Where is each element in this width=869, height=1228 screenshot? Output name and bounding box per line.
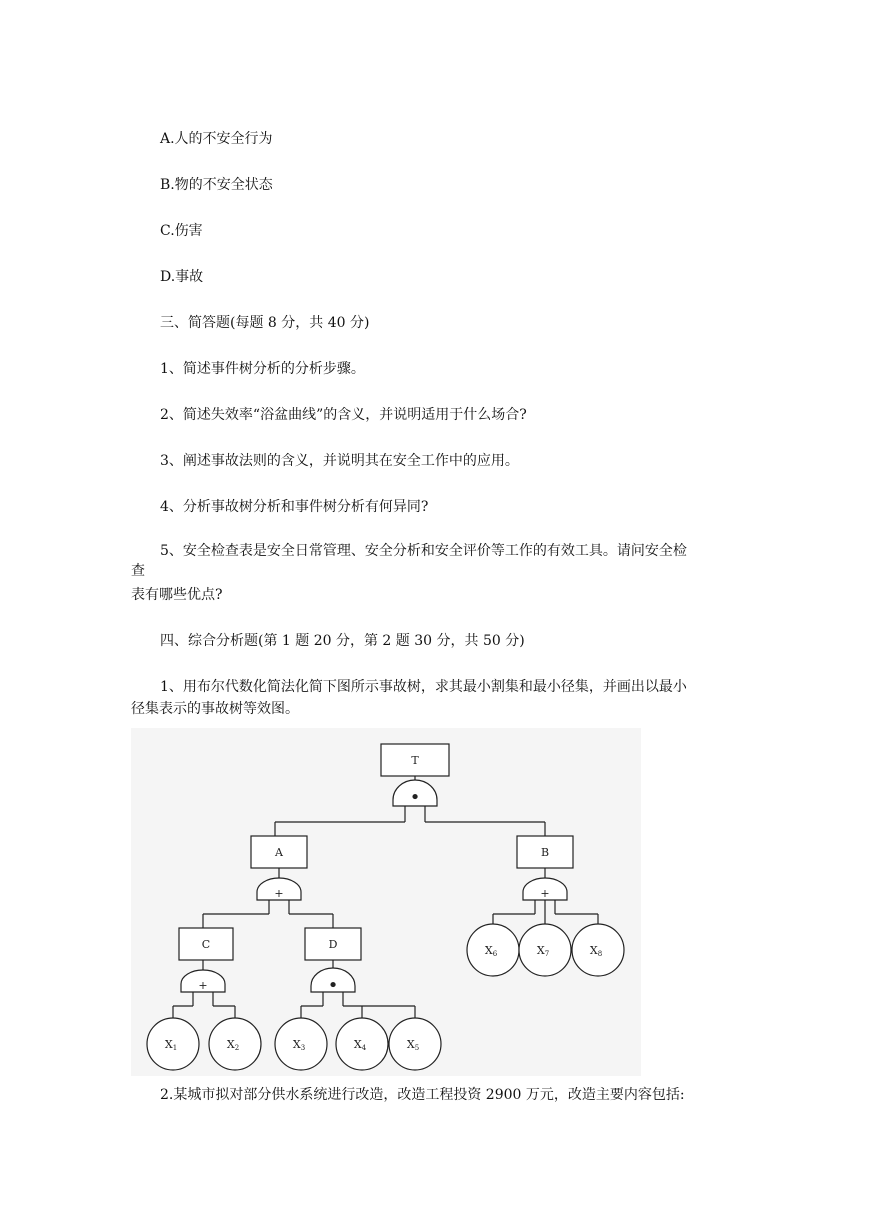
event-c-label: C (201, 938, 211, 951)
section-4-question-1-line-1: 1、用布尔代数化简法化简下图所示事故树，求其最小割集和最小径集，并画出以最小 (160, 679, 687, 695)
option-c: C.伤害 (160, 223, 203, 239)
and-gate-top-symbol: • (409, 787, 421, 808)
event-a-label: A (275, 846, 283, 859)
section-3-question-1: 1、简述事件树分析的分析步骤。 (160, 361, 365, 377)
section-3-question-5-line-3: 表有哪些优点? (131, 587, 223, 603)
section-4-question-1-line-2: 径集表示的事故树等效图。 (131, 701, 299, 717)
section-3-heading: 三、简答题(每题 8 分，共 40 分) (160, 315, 370, 331)
basic-event-x5-label: X5 (406, 1038, 420, 1052)
basic-event-x7-label: X7 (536, 944, 550, 958)
basic-event-x4-label: X4 (353, 1038, 367, 1052)
section-4-heading: 四、综合分析题(第 1 题 20 分，第 2 题 30 分，共 50 分) (160, 633, 525, 649)
or-gate-b-symbol: + (540, 887, 550, 900)
section-3-question-3: 3、阐述事故法则的含义，并说明其在安全工作中的应用。 (160, 453, 519, 469)
option-a: A.人的不安全行为 (160, 131, 273, 147)
section-4-question-2: 2.某城市拟对部分供水系统进行改造，改造工程投资 2900 万元，改造主要内容包括: (160, 1087, 685, 1103)
basic-event-x8-label: X8 (589, 944, 603, 958)
section-3-question-5-line-1: 5、安全检查表是安全日常管理、安全分析和安全评价等工作的有效工具。请问安全检 (160, 543, 687, 559)
option-d: D.事故 (160, 269, 204, 285)
event-d-label: D (328, 938, 338, 951)
section-3-question-5-line-2: 查 (131, 563, 145, 579)
or-gate-c-symbol: + (198, 979, 208, 992)
fault-tree-diagram (131, 728, 641, 1076)
and-gate-d-symbol: • (327, 975, 339, 996)
top-event-label: T (411, 754, 419, 767)
basic-event-x3-label: X3 (292, 1038, 306, 1052)
basic-event-x6-label: X6 (484, 944, 498, 958)
basic-event-x2-label: X2 (226, 1038, 240, 1052)
section-3-question-2: 2、简述失效率“浴盆曲线”的含义，并说明适用于什么场合? (160, 407, 527, 423)
or-gate-a-symbol: + (274, 887, 284, 900)
basic-event-x1-label: X1 (164, 1038, 178, 1052)
event-b-label: B (540, 846, 550, 859)
section-3-question-4: 4、分析事故树分析和事件树分析有何异同? (160, 499, 429, 515)
option-b: B.物的不安全状态 (160, 177, 273, 193)
